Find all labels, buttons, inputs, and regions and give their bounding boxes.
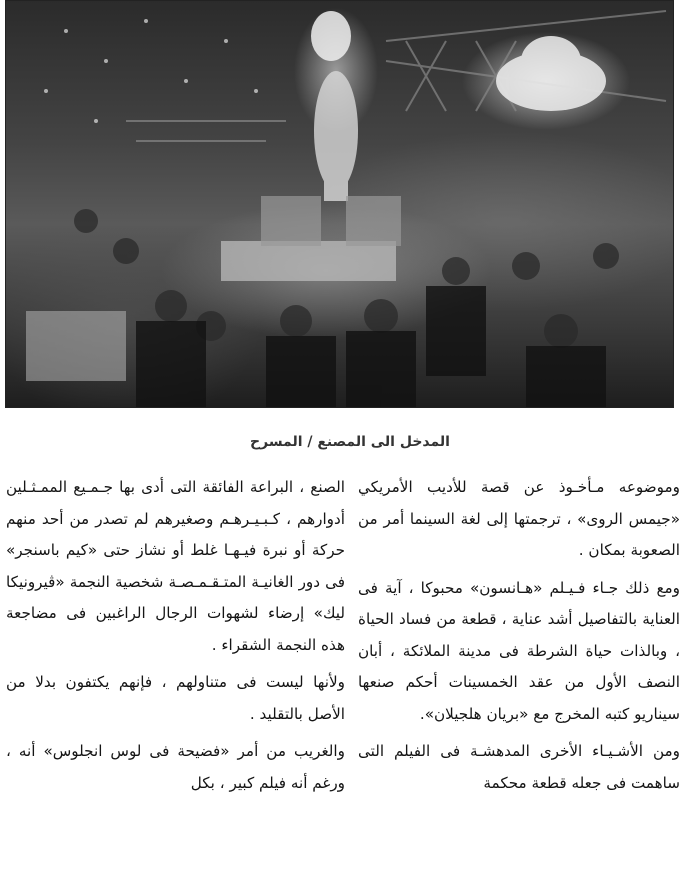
article-column-left <box>6 472 345 805</box>
article-column-right <box>358 472 680 805</box>
paragraph: ومع ذلك جـاء فـيـلم «هـانسون» محبوكا ، آية فى العناية بالتفاصيل أشد عناية ، قطعة من فساد الحياة ، وبالذات حياة الشرطة فى مدينة الملائكة ، أبان النصف الأول من عقد الخمسينات أحكم صنعها سيناريو كتبه المخرج مع «بريان هلجيلان». <box>358 578 680 723</box>
paragraph: والغريب من أمر «فضيحة فى لوس انجلوس» أنه ، ورغم أنه فيلم كبير ، بكل <box>6 742 345 792</box>
theater-restaurant-photo <box>5 0 674 408</box>
paragraph: وموضوعه مـأخـوذ عن قصة للأديب الأمريكي «جيمس الروى» ، ترجمتها إلى لغة السينما أمر من الصعوبة بمكان . <box>358 478 680 559</box>
photo-illustration <box>6 1 674 408</box>
paragraph: ولأنها ليست فى متناولهم ، فإنهم يكتفون بدلا من الأصل بالتقليد . <box>6 673 345 723</box>
paragraph: ومن الأشـيـاء الأخرى المدهشـة فى الفيلم التى ساهمت فى جعله قطعة محكمة <box>358 742 680 792</box>
paragraph: الصنع ، البراعة الفائقة التى أدى بها جـمـيع الممـثـلين أدوارهم ، كـبـيـرهـم وصغيرهم لم تصدر من أحد منهم حركة أو نبرة فيـهـا غلط أو نشاز حتى «كيم باسنجر» فى دور الغانيـة المتـقـمـصـة شخصية النجمة «ڤيرونيكا ليك» إرضاء لشهوات الرجال الراغبين فى مضاجعة هذه النجمة الشقراء . <box>6 478 345 654</box>
photo-caption: المدخل الى المصنع / المسرح <box>250 434 450 450</box>
